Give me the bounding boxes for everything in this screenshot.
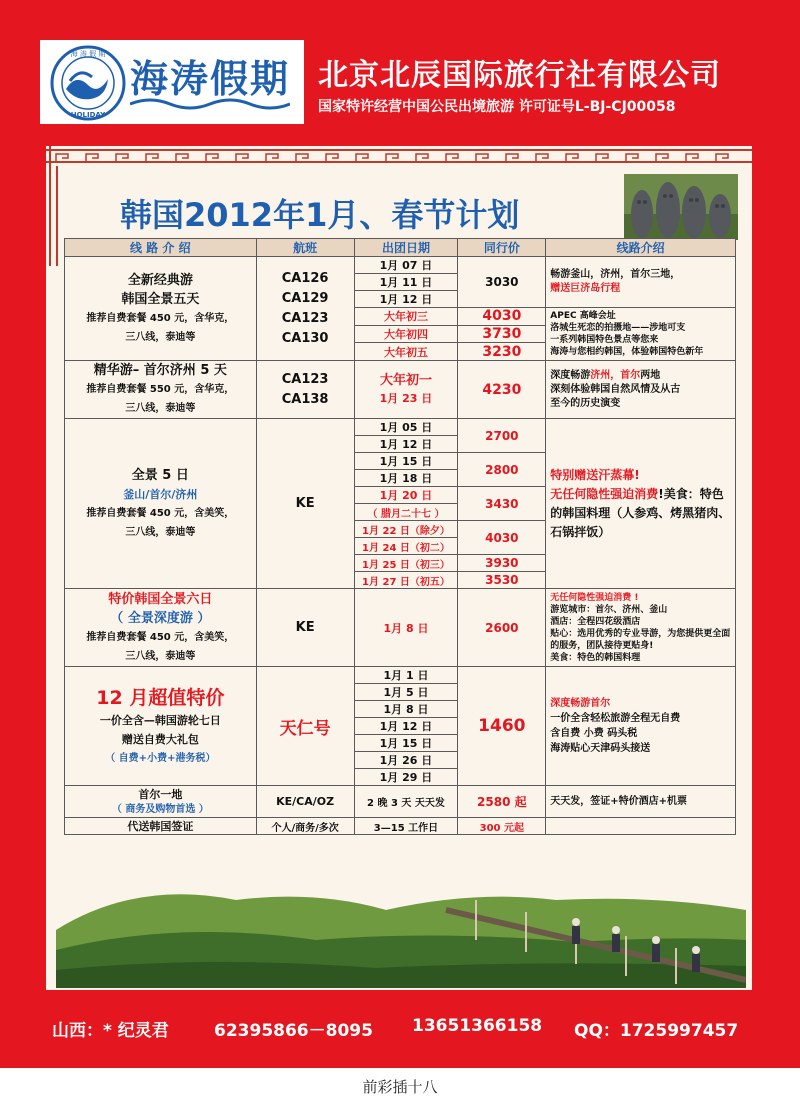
intro-cell [546, 257, 736, 308]
date-cell: 1月 8 日 [354, 701, 458, 718]
intro-cell [546, 589, 736, 667]
date-cell [354, 361, 458, 419]
price-cell: 4030 [458, 308, 546, 326]
price-cell: 4230 [458, 361, 546, 419]
intro-text: 两地 [640, 369, 661, 381]
date-cell: 1月 15 日 [354, 453, 458, 470]
license-text: 国家特许经营中国公民出境旅游 许可证号L-BJ-CJ00058 [318, 99, 676, 115]
date-text: 大年初一 [379, 372, 432, 388]
route-note: 推荐自费套餐 450 元，含华克， [86, 312, 235, 324]
contact-region: 山西：* 纪灵君 [52, 1021, 169, 1041]
intro-highlight: 济州，首尔 [590, 369, 641, 381]
intro-cell [546, 308, 736, 361]
holiday-logo-icon [50, 45, 126, 121]
fretwork-border-left [46, 146, 60, 266]
intro-line: 一系列韩国特色景点等您来 [550, 335, 659, 345]
price-cell: 3230 [458, 343, 546, 361]
plan-title: 韩国2012年1月、春节计划 [120, 196, 520, 234]
date-text: 1月 23 日 [379, 391, 433, 405]
table-row [65, 257, 736, 274]
route-note: 三八线，泰迪等 [125, 331, 196, 343]
route-note: 推荐自费套餐 450 元，含美笑， [86, 631, 235, 643]
flight-cell: KE/CA/OZ [256, 786, 354, 818]
col-header-flight: 航班 [256, 239, 354, 257]
flight-code: CA130 [281, 330, 329, 346]
intro-text: 食：特色的韩国料理（人参鸡、烤黑猪肉、石锅拌饭） [550, 486, 731, 539]
price-cell: 3030 [458, 257, 546, 308]
route-panorama-5day [65, 419, 257, 589]
flight-code: CA126 [281, 270, 329, 286]
route-subtitle: （ 全景深度游 ） [110, 610, 211, 626]
date-cell: （ 腊月二十七 ） [354, 504, 458, 521]
route-note: （ 自费+小费+港务税） [105, 752, 216, 764]
date-cell: 1月 25 日（初三） [354, 555, 458, 572]
date-cell: 1月 12 日 [354, 718, 458, 735]
table-row [65, 667, 736, 684]
price-cell: 2600 [458, 589, 546, 667]
intro-line: 海涛贴心天津码头接送 [550, 743, 651, 754]
date-cell: 1月 12 日 [354, 436, 458, 453]
route-title: 精华游– 首尔济州 5 天 [93, 363, 227, 378]
date-cell: 1月 18 日 [354, 470, 458, 487]
page-footer: 前彩插十八 [362, 1078, 438, 1096]
date-cell: 1月 27 日（初五） [354, 572, 458, 589]
company-name: 北京北辰国际旅行社有限公司 [318, 58, 721, 93]
date-cell: 1月 15 日 [354, 735, 458, 752]
price-cell: 3430 [458, 487, 546, 521]
date-cell: 1月 26 日 [354, 752, 458, 769]
table-row [65, 786, 736, 818]
date-cell: 1月 8 日 [354, 589, 458, 667]
table-row [65, 589, 736, 667]
intro-line: 美食：特色的韩国料理 [550, 652, 641, 663]
route-seoul-jeju-5day [65, 361, 257, 419]
col-header-price: 同行价 [458, 239, 546, 257]
route-subtitle: 釜山/首尔/济州 [123, 487, 198, 501]
contact-phone: 62395866－8095 [214, 1021, 373, 1041]
flight-cell: KE [256, 589, 354, 667]
date-cell: 1月 5 日 [354, 684, 458, 701]
route-subtitle: 一价全含—韩国游轮七日 [99, 713, 221, 727]
intro-cell [546, 419, 736, 589]
price-cell: 3730 [458, 325, 546, 343]
date-cell: 3—15 工作日 [354, 818, 458, 835]
intro-cell [546, 667, 736, 786]
intro-text: 深度畅游 [550, 369, 591, 381]
col-header-route: 线 路 介 绍 [65, 239, 257, 257]
route-visa: 代送韩国签证 [65, 818, 257, 835]
price-cell: 1460 [458, 667, 546, 786]
date-cell: 1月 22 日（除夕） [354, 521, 458, 538]
flight-code: CA129 [281, 290, 329, 306]
route-title: 特价韩国全景六日 [108, 591, 213, 607]
intro-highlight: 无任何隐性强迫消费 [550, 486, 659, 501]
intro-line: 洛城生死恋的拍摄地——涉地可支 [550, 323, 686, 333]
logo-ring-top: 海 涛 假 期 [70, 50, 106, 58]
route-note: 三八线，泰迪等 [125, 403, 196, 414]
table-row [65, 818, 736, 835]
table-row [65, 419, 736, 436]
contact-mobile: 13651366158 [412, 1016, 543, 1036]
intro-line: 海涛与您相约韩国，体验韩国特色新年 [550, 347, 704, 357]
route-note: 三八线，泰迪等 [125, 526, 196, 538]
flight-cell [256, 257, 354, 361]
flight-cell: KE [256, 419, 354, 589]
flight-code: CA138 [281, 391, 329, 407]
fretwork-border-top [46, 146, 752, 166]
flight-code: CA123 [281, 310, 329, 326]
intro-line: 一价全含轻松旅游全程无自费 [550, 713, 681, 724]
flight-code: CA123 [281, 371, 329, 387]
date-cell: 大年初三 [354, 308, 458, 326]
route-subtitle: 韩国全景五天 [121, 291, 200, 307]
route-title: 12 月超值特价 [96, 686, 225, 709]
price-cell: 3530 [458, 572, 546, 589]
intro-line: 酒店：全程四花级酒店 [550, 616, 641, 627]
flight-cell: 个人/商务/多次 [256, 818, 354, 835]
price-cell: 2700 [458, 419, 546, 453]
route-cruise-7day [65, 667, 257, 786]
route-subtitle: 赠送自费大礼包 [121, 732, 199, 746]
price-cell: 300 元起 [458, 818, 546, 835]
date-cell: 1月 1 日 [354, 667, 458, 684]
flight-cell: 天仁号 [256, 667, 354, 786]
date-cell: 1月 05 日 [354, 419, 458, 436]
table-row [65, 361, 736, 419]
intro-line: 贴心：选用优秀的专业导游，为您提供更全面的服务，团队接待更贴身! [550, 628, 731, 651]
intro-cell [546, 818, 736, 835]
date-cell: 1月 11 日 [354, 274, 458, 291]
date-cell: 1月 12 日 [354, 291, 458, 308]
hillside-hikers-photo [56, 870, 746, 988]
intro-line: 游览城市：首尔、济州、釜山 [550, 604, 668, 615]
date-cell: 2 晚 3 天 天天发 [354, 786, 458, 818]
wave-icon [130, 96, 290, 110]
col-header-intro: 线路介绍 [546, 239, 736, 257]
route-note: 推荐自费套餐 450 元，含美笑， [86, 507, 235, 519]
schedule-table [64, 238, 736, 835]
date-cell: 1月 07 日 [354, 257, 458, 274]
intro-cell: 天天发，签证+特价酒店+机票 [546, 786, 736, 818]
route-title: 全新经典游 [127, 272, 193, 288]
price-cell: 3930 [458, 555, 546, 572]
logo-ring-bottom: HOLIDAY [70, 111, 106, 119]
intro-highlight: 赠送巨济岛行程 [550, 283, 621, 294]
route-note: 三八线，泰迪等 [125, 650, 196, 662]
route-special-6day [65, 589, 257, 667]
route-title: 首尔一地 [138, 787, 183, 801]
route-note: 推荐自费套餐 550 元，含华克， [86, 384, 235, 395]
intro-text: !美 [658, 486, 676, 501]
stone-statues-photo [624, 174, 738, 240]
route-subtitle: （ 商务及购物首选 ） [111, 803, 209, 815]
content-panel [46, 146, 752, 990]
price-cell: 4030 [458, 521, 546, 555]
date-cell: 1月 24 日（初二） [354, 538, 458, 555]
brand-name: 海涛假期 [130, 56, 291, 101]
flight-cell [256, 361, 354, 419]
intro-highlight: 无任何隐性强迫消费 ! [550, 592, 639, 603]
intro-highlight: 深度畅游首尔 [550, 698, 611, 709]
intro-highlight: 特别赠送汗蒸幕! [550, 467, 640, 482]
intro-line: 含自费 小费 码头税 [550, 728, 638, 739]
intro-line: 畅游釜山，济州，首尔三地， [550, 269, 681, 280]
route-seoul-only [65, 786, 257, 818]
intro-line: 至今的历史演变 [550, 397, 621, 409]
date-cell: 1月 29 日 [354, 769, 458, 786]
route-title: 全景 5 日 [131, 467, 189, 483]
date-cell: 1月 20 日 [354, 487, 458, 504]
date-cell: 大年初五 [354, 343, 458, 361]
route-classic-5day [65, 257, 257, 361]
table-header-row [65, 239, 736, 257]
price-cell: 2580 起 [458, 786, 546, 818]
col-header-date: 出团日期 [354, 239, 458, 257]
intro-cell [546, 361, 736, 419]
date-cell: 大年初四 [354, 325, 458, 343]
intro-line: 深刻体验韩国自然风情及从古 [550, 383, 681, 395]
contact-qq: QQ：1725997457 [574, 1021, 739, 1041]
price-cell: 2800 [458, 453, 546, 487]
intro-line: APEC 高峰会址 [550, 311, 616, 321]
